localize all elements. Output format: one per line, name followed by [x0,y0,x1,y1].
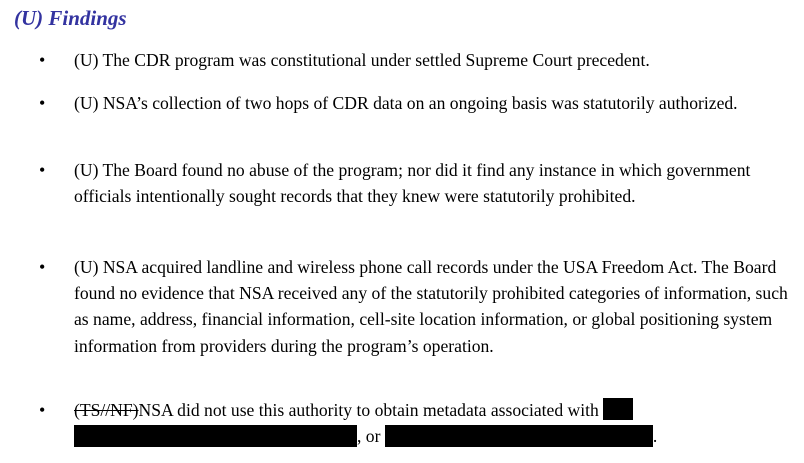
finding-text: (U) The CDR program was constitutional under settled Supreme Court precedent. [74,50,650,70]
finding-text: (U) NSA acquired landline and wireless phone call records under the USA Freedom Act. The Board found no evidence that NSA received any of the statutorily prohibited categories of information, such as name, address, financial information, cell-site location information, or global positioning system information from providers during the program’s operation. [74,257,788,356]
finding-sentence: NSA did not use this authority to obtain metadata associated with [138,400,599,420]
redaction-block [385,425,653,447]
bullet: • [39,50,46,70]
finding-text: (U) The Board found no abuse of the program; nor did it find any instance in which government officials intentionally sought records that they knew were statutorily prohibited. [74,160,751,207]
bullet: • [39,93,46,113]
bullet: • [39,400,46,420]
classification-marking: (TS//NF) [74,400,139,420]
bullet: • [39,257,46,277]
finding-text: (U) NSA’s collection of two hops of CDR data on an ongoing basis was statutorily authorized. [74,93,738,113]
finding-text [74,397,794,449]
section-heading: (U) Findings [14,6,127,30]
separator-text: , or [357,426,381,447]
redaction-block [603,398,633,420]
redaction-block [74,425,357,447]
bullet: • [39,160,46,180]
end-punctuation: . [652,426,658,447]
